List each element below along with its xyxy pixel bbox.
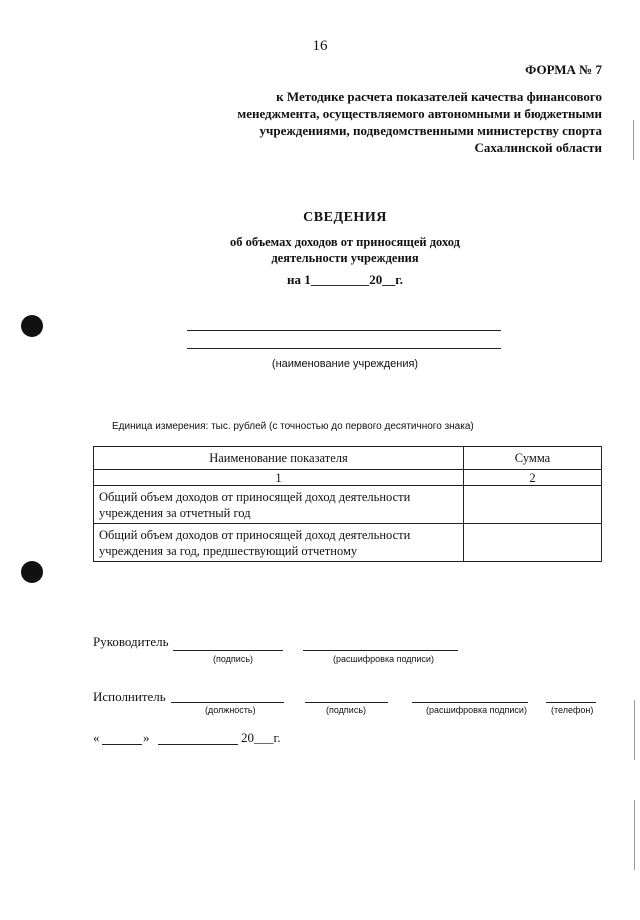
date-month-line <box>158 744 238 745</box>
exec-position-caption: (должность) <box>205 705 256 715</box>
exec-sign-caption: (подпись) <box>326 705 367 715</box>
head-decode-line <box>303 650 458 651</box>
scan-edge-mark <box>634 700 635 760</box>
table-row <box>94 486 602 524</box>
indicator-name: Общий объем доходов от приносящей доход деятельности учреждения за год, предшествующий отчетному <box>94 524 464 562</box>
indicator-name: Общий объем доходов от приносящей доход деятельности учреждения за отчетный год <box>94 486 464 524</box>
executor-label: Исполнитель <box>93 689 166 704</box>
institution-name-line-2 <box>187 348 501 349</box>
methodology-reference <box>182 88 602 156</box>
column-number: 1 <box>94 470 464 486</box>
indicator-sum-cell <box>464 486 602 524</box>
exec-phone-line <box>546 702 596 703</box>
date-open-quote: « <box>93 730 100 745</box>
income-table <box>93 446 602 562</box>
exec-position-line <box>171 702 284 703</box>
exec-decode-caption: (расшифровка подписи) <box>426 705 527 715</box>
indicator-sum-cell <box>464 524 602 562</box>
subtitle-line: об объемах доходов от приносящей доход <box>230 235 460 249</box>
punch-hole <box>21 561 43 583</box>
table-header-row <box>94 447 602 470</box>
report-date-line: на 1_________20__г. <box>287 272 403 287</box>
column-number: 2 <box>464 470 602 486</box>
exec-decode-line <box>412 702 528 703</box>
document-title: СВЕДЕНИЯ <box>303 210 387 225</box>
table-row <box>94 524 602 562</box>
unit-note: Единица измерения: тыс. рублей (с точностью до первого десятичного знака) <box>112 421 474 432</box>
scan-edge-mark <box>633 120 634 160</box>
column-header-indicator: Наименование показателя <box>94 447 464 470</box>
date-close-quote: » <box>143 730 150 745</box>
column-header-sum: Сумма <box>464 447 602 470</box>
punch-hole <box>21 315 43 337</box>
methodology-line: к Методике расчета показателей качества финансового <box>276 89 602 104</box>
column-number-row <box>94 470 602 486</box>
institution-caption: (наименование учреждения) <box>271 358 419 370</box>
methodology-line: менеджмента, осуществляемого автономными и бюджетными <box>237 106 602 121</box>
page-number: 16 <box>312 38 328 54</box>
methodology-line: Сахалинской области <box>474 140 602 155</box>
subtitle-line: деятельности учреждения <box>271 251 419 265</box>
exec-phone-caption: (телефон) <box>551 705 594 715</box>
methodology-line: учреждениями, подведомственными министерству спорта <box>259 123 602 138</box>
exec-signature-line <box>305 702 388 703</box>
date-day-line <box>102 744 142 745</box>
document-subtitle <box>0 234 640 266</box>
head-decode-caption: (расшифровка подписи) <box>333 654 434 664</box>
scan-edge-mark <box>634 800 635 870</box>
head-sign-caption: (подпись) <box>213 654 254 664</box>
date-year: 20___г. <box>241 730 281 745</box>
form-label: ФОРМА № 7 <box>525 62 602 77</box>
head-signature-line <box>173 650 283 651</box>
head-label: Руководитель <box>93 634 169 649</box>
institution-name-line-1 <box>187 330 501 331</box>
